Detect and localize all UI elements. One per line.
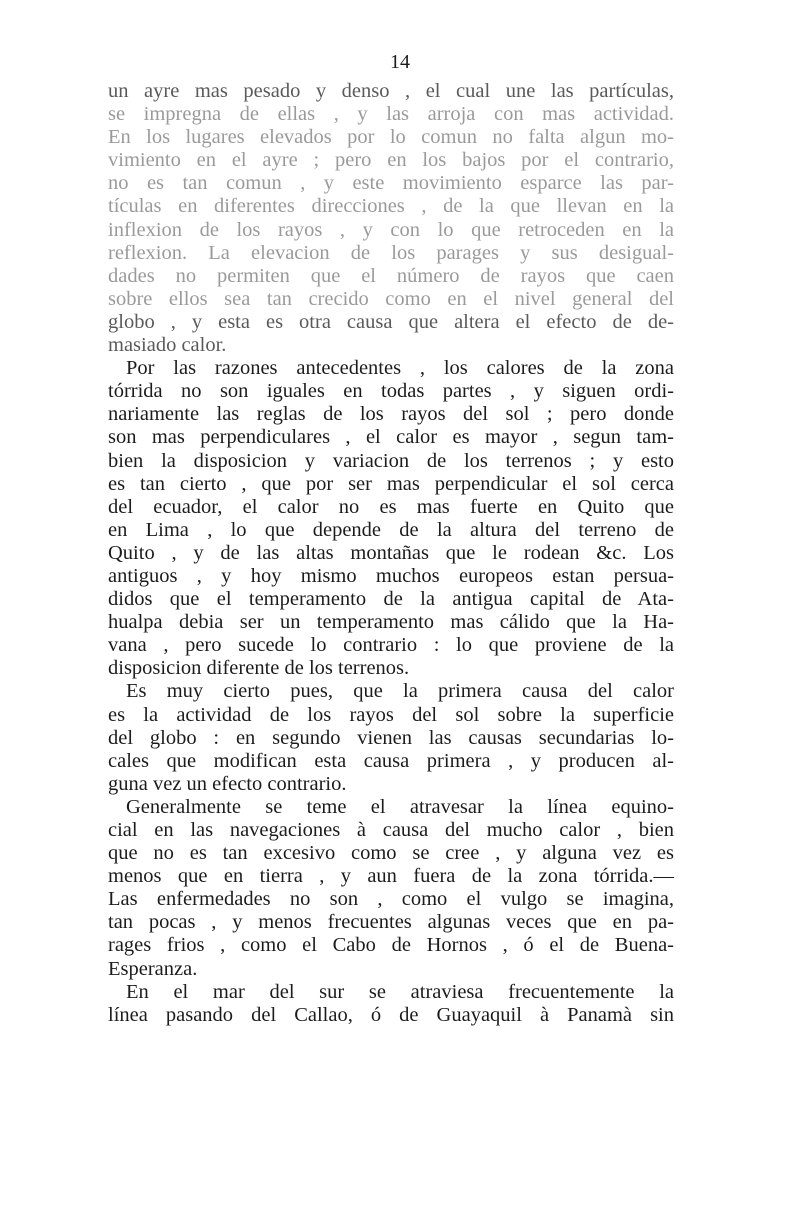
text-line: un ayre mas pesado y denso , el cual une las partículas, xyxy=(108,80,674,102)
text-line: hualpa debia ser un temperamento mas cálido que la Ha- xyxy=(108,611,674,634)
text-line: guna vez un efecto contrario. xyxy=(108,772,347,795)
text-line: antiguos , y hoy mismo muchos europeos estan persua- xyxy=(108,564,674,587)
text-line: del ecuador, el calor no es mas fuerte en Quito que xyxy=(108,495,674,518)
text-line: no es tan comun , y este movimiento esparce las par- xyxy=(108,172,674,195)
text-line: dades no permiten que el número de rayos que caen xyxy=(108,264,674,287)
text-line: Generalmente se teme el atravesar la línea equino- xyxy=(126,795,674,818)
text-line: en Lima , lo que depende de la altura del terreno de xyxy=(108,518,674,541)
text-line: En los lugares elevados por lo comun no falta algun mo- xyxy=(108,126,674,149)
text-line: rages frios , como el Cabo de Hornos , ó el de Buena- xyxy=(108,934,674,957)
text-line: son mas perpendiculares , el calor es mayor , segun tam- xyxy=(108,426,674,449)
text-line: nariamente las reglas de los rayos del sol ; pero donde xyxy=(108,403,674,426)
text-line: Esperanza. xyxy=(108,957,198,980)
text-line: masiado calor. xyxy=(108,334,227,357)
text-line: bien la disposicion y variacion de los terrenos ; y esto xyxy=(108,449,674,472)
text-line: disposicion diferente de los terrenos. xyxy=(108,657,410,680)
text-line: sobre ellos sea tan crecido como en el nivel general del xyxy=(108,287,674,310)
text-line: En el mar del sur se atraviesa frecuentemente la xyxy=(126,980,674,1003)
text-line: tículas en diferentes direcciones , de la que llevan en la xyxy=(108,195,674,218)
text-line: tórrida no son iguales en todas partes , y siguen ordi- xyxy=(108,380,674,403)
text-line: es tan cierto , que por ser mas perpendicular el sol cerca xyxy=(108,472,674,495)
text-line: que no es tan excesivo como se cree , y alguna vez es xyxy=(108,842,674,865)
text-line: cial en las navegaciones à causa del mucho calor , bien xyxy=(108,819,674,841)
text-line: Por las razones antecedentes , los calores de la zona xyxy=(126,357,674,380)
text-line: del globo : en segundo vienen las causas secundarias lo- xyxy=(108,726,674,749)
text-line: Quito , y de las altas montañas que le rodean &c. Los xyxy=(108,541,674,564)
text-line: inflexion de los rayos , y con lo que retroceden en la xyxy=(108,218,674,241)
text-line: reflexion. La elevacion de los parages y sus desigual- xyxy=(108,241,674,264)
text-line: menos que en tierra , y aun fuera de la zona tórrida.— xyxy=(108,865,674,888)
body-text xyxy=(108,80,674,1027)
text-line: Las enfermedades no son , como el vulgo se imagina, xyxy=(108,888,674,911)
text-line: tan pocas , y menos frecuentes algunas veces que en pa- xyxy=(108,911,674,934)
text-line: línea pasando del Callao, ó de Guayaquil à Panamà sin xyxy=(108,1003,674,1026)
text-line: globo , y esta es otra causa que altera el efecto de de- xyxy=(108,310,674,333)
text-line: didos que el temperamento de la antigua capital de Ata- xyxy=(108,588,674,611)
text-line: Es muy cierto pues, que la primera causa del calor xyxy=(126,680,674,703)
text-line: vimiento en el ayre ; pero en los bajos por el contrario, xyxy=(108,149,674,172)
text-line: se impregna de ellas , y las arroja con mas actividad. xyxy=(108,103,674,126)
text-line: es la actividad de los rayos del sol sobre la superficie xyxy=(108,703,674,726)
page-number: 14 xyxy=(390,51,410,73)
text-line: vana , pero sucede lo contrario : lo que proviene de la xyxy=(108,634,674,657)
text-line: cales que modifican esta causa primera , y producen al- xyxy=(108,749,674,772)
